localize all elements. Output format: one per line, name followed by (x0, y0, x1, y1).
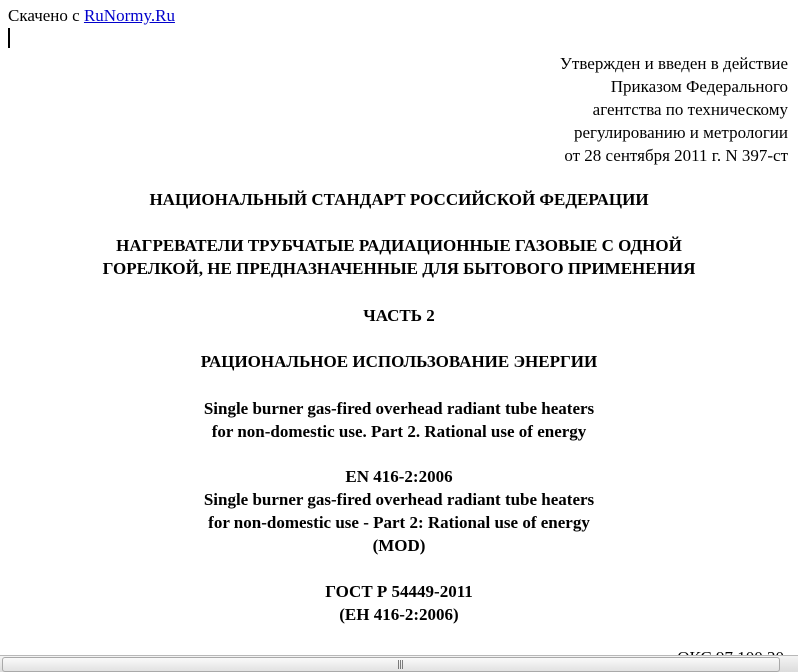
approval-line: Утвержден и введен в действие (559, 54, 788, 73)
approval-line: регулированию и метрологии (573, 123, 788, 142)
scrollbar-thumb[interactable] (2, 657, 780, 672)
download-prefix: Скачено с (8, 6, 80, 25)
en-title-line: Single burner gas-fired overhead radiant tube heaters (203, 490, 595, 509)
document-heading (0, 234, 798, 280)
gost-block (0, 580, 798, 626)
en-code: EN 416-2:2006 (345, 467, 453, 486)
en-standard-block (0, 465, 798, 557)
en-title-line: for non-domestic use - Part 2: Rational use of energy (208, 513, 590, 532)
approval-block (560, 52, 788, 167)
gost-number: ГОСТ Р 54449-2011 (325, 582, 473, 601)
english-title (0, 397, 798, 443)
approval-line: агентства по техническому (592, 100, 788, 119)
mod-label: (MOD) (372, 536, 426, 555)
english-title-line: for non-domestic use. Part 2. Rational use of energy (211, 422, 587, 441)
grip-icon: ||| (397, 660, 404, 670)
part-number: ЧАСТЬ 2 (363, 306, 435, 325)
runormy-link[interactable]: RuNormy.Ru (83, 6, 175, 25)
text-cursor (8, 28, 10, 48)
gost-reference: (ЕН 416-2:2006) (339, 605, 459, 624)
approval-line: Приказом Федерального (610, 77, 788, 96)
heading-line: НАГРЕВАТЕЛИ ТРУБЧАТЫЕ РАДИАЦИОННЫЕ ГАЗОВЫЕ С ОДНОЙ (116, 236, 682, 255)
approval-line: от 28 сентября 2011 г. N 397-ст (564, 146, 788, 165)
document-subtitle: РАЦИОНАЛЬНОЕ ИСПОЛЬЗОВАНИЕ ЭНЕРГИИ (200, 352, 598, 371)
horizontal-scrollbar[interactable] (0, 655, 798, 672)
heading-line: ГОРЕЛКОЙ, НЕ ПРЕДНАЗНАЧЕННЫЕ ДЛЯ БЫТОВОГО ПРИМЕНЕНИЯ (102, 259, 696, 278)
english-title-line: Single burner gas-fired overhead radiant tube heaters (203, 399, 595, 418)
national-standard-title: НАЦИОНАЛЬНЫЙ СТАНДАРТ РОССИЙСКОЙ ФЕДЕРАЦИИ (149, 190, 649, 209)
download-source (8, 6, 175, 26)
